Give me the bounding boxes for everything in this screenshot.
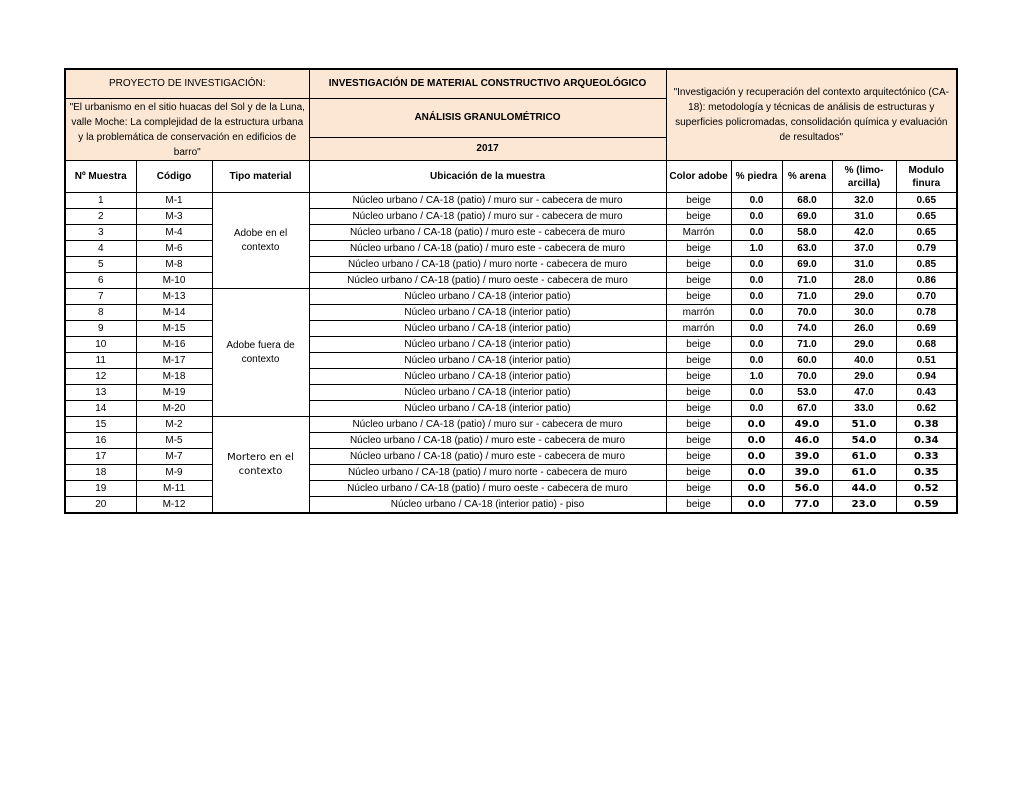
table-row [65, 401, 957, 417]
cell-material-type: Adobe en el contexto [212, 193, 309, 289]
cell-modulo-finura: 0.38 [896, 417, 957, 433]
cell-arena: 68.0 [782, 193, 832, 209]
cell-modulo-finura: 0.59 [896, 497, 957, 514]
cell-piedra: 0.0 [731, 353, 782, 369]
cell-material-type: Adobe fuera de contexto [212, 289, 309, 417]
cell-location: Núcleo urbano / CA-18 (interior patio) [309, 337, 666, 353]
cell-location: Núcleo urbano / CA-18 (patio) / muro este - cabecera de muro [309, 449, 666, 465]
cell-sample-number: 20 [65, 497, 136, 514]
cell-code: M-4 [136, 225, 212, 241]
cell-modulo-finura: 0.51 [896, 353, 957, 369]
table-row [65, 481, 957, 497]
table-row [65, 241, 957, 257]
cell-piedra: 0.0 [731, 257, 782, 273]
cell-arena: 71.0 [782, 273, 832, 289]
cell-color: Marrón [666, 225, 731, 241]
cell-color: beige [666, 401, 731, 417]
cell-color: beige [666, 465, 731, 481]
cell-color: beige [666, 433, 731, 449]
cell-color: beige [666, 193, 731, 209]
col-header-limo: % (limo-arcilla) [832, 161, 896, 193]
cell-limo: 42.0 [832, 225, 896, 241]
col-header-piedra: % piedra [731, 161, 782, 193]
cell-color: marrón [666, 305, 731, 321]
cell-color: beige [666, 289, 731, 305]
cell-arena: 46.0 [782, 433, 832, 449]
table-row [65, 321, 957, 337]
cell-piedra: 0.0 [731, 273, 782, 289]
cell-code: M-9 [136, 465, 212, 481]
col-header-n: Nº Muestra [65, 161, 136, 193]
cell-modulo-finura: 0.65 [896, 193, 957, 209]
cell-color: beige [666, 449, 731, 465]
cell-color: beige [666, 209, 731, 225]
cell-code: M-13 [136, 289, 212, 305]
table-row [65, 209, 957, 225]
cell-color: beige [666, 257, 731, 273]
cell-sample-number: 9 [65, 321, 136, 337]
cell-arena: 49.0 [782, 417, 832, 433]
cell-code: M-18 [136, 369, 212, 385]
col-header-mf: Modulo finura [896, 161, 957, 193]
cell-modulo-finura: 0.35 [896, 465, 957, 481]
cell-piedra: 0.0 [731, 449, 782, 465]
cell-piedra: 0.0 [731, 193, 782, 209]
cell-modulo-finura: 0.62 [896, 401, 957, 417]
table-row [65, 433, 957, 449]
cell-code: M-5 [136, 433, 212, 449]
cell-limo: 30.0 [832, 305, 896, 321]
table-row [65, 465, 957, 481]
cell-limo: 31.0 [832, 209, 896, 225]
cell-code: M-16 [136, 337, 212, 353]
cell-location: Núcleo urbano / CA-18 (interior patio) [309, 401, 666, 417]
cell-location: Núcleo urbano / CA-18 (patio) / muro sur - cabecera de muro [309, 193, 666, 209]
cell-sample-number: 5 [65, 257, 136, 273]
col-header-code: Código [136, 161, 212, 193]
cell-color: beige [666, 481, 731, 497]
cell-limo: 26.0 [832, 321, 896, 337]
cell-color: beige [666, 353, 731, 369]
cell-code: M-8 [136, 257, 212, 273]
cell-location: Núcleo urbano / CA-18 (patio) / muro este - cabecera de muro [309, 225, 666, 241]
cell-sample-number: 16 [65, 433, 136, 449]
cell-location: Núcleo urbano / CA-18 (interior patio) [309, 369, 666, 385]
table-row [65, 225, 957, 241]
cell-limo: 37.0 [832, 241, 896, 257]
cell-code: M-19 [136, 385, 212, 401]
cell-arena: 70.0 [782, 369, 832, 385]
cell-arena: 69.0 [782, 257, 832, 273]
cell-piedra: 0.0 [731, 337, 782, 353]
cell-sample-number: 19 [65, 481, 136, 497]
cell-location: Núcleo urbano / CA-18 (interior patio) [309, 353, 666, 369]
cell-location: Núcleo urbano / CA-18 (patio) / muro sur - cabecera de muro [309, 209, 666, 225]
cell-color: beige [666, 385, 731, 401]
main-title: INVESTIGACIÓN DE MATERIAL CONSTRUCTIVO ARQUEOLÓGICO [309, 69, 666, 99]
cell-limo: 31.0 [832, 257, 896, 273]
cell-piedra: 0.0 [731, 497, 782, 514]
cell-limo: 33.0 [832, 401, 896, 417]
table-row [65, 417, 957, 433]
cell-limo: 29.0 [832, 337, 896, 353]
cell-code: M-10 [136, 273, 212, 289]
table-row [65, 497, 957, 514]
cell-material-type: Mortero en el contexto [212, 417, 309, 514]
cell-location: Núcleo urbano / CA-18 (patio) / muro norte - cabecera de muro [309, 257, 666, 273]
cell-arena: 71.0 [782, 289, 832, 305]
cell-sample-number: 17 [65, 449, 136, 465]
cell-color: beige [666, 369, 731, 385]
cell-limo: 28.0 [832, 273, 896, 289]
table-row [65, 385, 957, 401]
cell-limo: 40.0 [832, 353, 896, 369]
cell-sample-number: 7 [65, 289, 136, 305]
cell-location: Núcleo urbano / CA-18 (patio) / muro oeste - cabecera de muro [309, 481, 666, 497]
project-title: "El urbanismo en el sitio huacas del Sol y de la Luna, valle Moche: La complejidad de la estructura urbana y la problemática de conservación en edificios de barro" [65, 99, 309, 161]
cell-sample-number: 13 [65, 385, 136, 401]
cell-modulo-finura: 0.94 [896, 369, 957, 385]
cell-arena: 74.0 [782, 321, 832, 337]
cell-limo: 44.0 [832, 481, 896, 497]
cell-location: Núcleo urbano / CA-18 (patio) / muro norte - cabecera de muro [309, 465, 666, 481]
table-row [65, 305, 957, 321]
cell-color: beige [666, 273, 731, 289]
cell-sample-number: 4 [65, 241, 136, 257]
cell-limo: 23.0 [832, 497, 896, 514]
cell-piedra: 0.0 [731, 417, 782, 433]
cell-arena: 56.0 [782, 481, 832, 497]
cell-piedra: 0.0 [731, 401, 782, 417]
cell-limo: 32.0 [832, 193, 896, 209]
cell-sample-number: 14 [65, 401, 136, 417]
cell-sample-number: 8 [65, 305, 136, 321]
cell-color: beige [666, 337, 731, 353]
cell-sample-number: 12 [65, 369, 136, 385]
cell-code: M-1 [136, 193, 212, 209]
cell-piedra: 0.0 [731, 385, 782, 401]
cell-sample-number: 18 [65, 465, 136, 481]
cell-color: marrón [666, 321, 731, 337]
cell-arena: 58.0 [782, 225, 832, 241]
col-header-location: Ubicación de la muestra [309, 161, 666, 193]
cell-location: Núcleo urbano / CA-18 (patio) / muro este - cabecera de muro [309, 241, 666, 257]
cell-arena: 53.0 [782, 385, 832, 401]
cell-piedra: 1.0 [731, 241, 782, 257]
cell-code: M-15 [136, 321, 212, 337]
cell-modulo-finura: 0.70 [896, 289, 957, 305]
cell-code: M-20 [136, 401, 212, 417]
cell-piedra: 0.0 [731, 225, 782, 241]
cell-modulo-finura: 0.68 [896, 337, 957, 353]
cell-code: M-14 [136, 305, 212, 321]
col-header-color: Color adobe [666, 161, 731, 193]
cell-piedra: 0.0 [731, 481, 782, 497]
cell-piedra: 0.0 [731, 465, 782, 481]
table-row [65, 337, 957, 353]
table-row [65, 273, 957, 289]
project-label: PROYECTO DE INVESTIGACIÓN: [65, 69, 309, 99]
cell-location: Núcleo urbano / CA-18 (interior patio) - piso [309, 497, 666, 514]
cell-code: M-7 [136, 449, 212, 465]
col-header-arena: % arena [782, 161, 832, 193]
cell-location: Núcleo urbano / CA-18 (interior patio) [309, 321, 666, 337]
column-header-row [65, 161, 957, 193]
cell-piedra: 0.0 [731, 321, 782, 337]
cell-code: M-11 [136, 481, 212, 497]
col-header-type: Tipo material [212, 161, 309, 193]
cell-sample-number: 2 [65, 209, 136, 225]
cell-arena: 67.0 [782, 401, 832, 417]
cell-limo: 47.0 [832, 385, 896, 401]
year: 2017 [309, 138, 666, 161]
cell-code: M-12 [136, 497, 212, 514]
cell-piedra: 0.0 [731, 209, 782, 225]
table-row [65, 193, 957, 209]
cell-code: M-17 [136, 353, 212, 369]
cell-sample-number: 3 [65, 225, 136, 241]
cell-modulo-finura: 0.79 [896, 241, 957, 257]
cell-sample-number: 6 [65, 273, 136, 289]
cell-color: beige [666, 417, 731, 433]
cell-color: beige [666, 241, 731, 257]
cell-location: Núcleo urbano / CA-18 (interior patio) [309, 289, 666, 305]
cell-limo: 54.0 [832, 433, 896, 449]
cell-arena: 71.0 [782, 337, 832, 353]
cell-modulo-finura: 0.43 [896, 385, 957, 401]
cell-piedra: 0.0 [731, 433, 782, 449]
cell-location: Núcleo urbano / CA-18 (patio) / muro este - cabecera de muro [309, 433, 666, 449]
project-description: "Investigación y recuperación del contexto arquitectónico (CA-18): metodología y técnicas de análisis de estructuras y superficies policromadas, consolidación química y evaluación de resultados" [666, 69, 957, 161]
cell-code: M-6 [136, 241, 212, 257]
cell-modulo-finura: 0.34 [896, 433, 957, 449]
cell-code: M-3 [136, 209, 212, 225]
cell-modulo-finura: 0.69 [896, 321, 957, 337]
cell-sample-number: 10 [65, 337, 136, 353]
cell-arena: 63.0 [782, 241, 832, 257]
cell-location: Núcleo urbano / CA-18 (patio) / muro sur - cabecera de muro [309, 417, 666, 433]
cell-location: Núcleo urbano / CA-18 (interior patio) [309, 305, 666, 321]
cell-arena: 69.0 [782, 209, 832, 225]
cell-location: Núcleo urbano / CA-18 (interior patio) [309, 385, 666, 401]
cell-piedra: 1.0 [731, 369, 782, 385]
cell-piedra: 0.0 [731, 305, 782, 321]
cell-piedra: 0.0 [731, 289, 782, 305]
cell-modulo-finura: 0.78 [896, 305, 957, 321]
cell-color: beige [666, 497, 731, 514]
cell-limo: 29.0 [832, 369, 896, 385]
cell-modulo-finura: 0.52 [896, 481, 957, 497]
cell-arena: 60.0 [782, 353, 832, 369]
table-row [65, 353, 957, 369]
cell-location: Núcleo urbano / CA-18 (patio) / muro oeste - cabecera de muro [309, 273, 666, 289]
cell-sample-number: 15 [65, 417, 136, 433]
cell-limo: 61.0 [832, 465, 896, 481]
table-row [65, 257, 957, 273]
cell-modulo-finura: 0.86 [896, 273, 957, 289]
cell-limo: 51.0 [832, 417, 896, 433]
cell-limo: 61.0 [832, 449, 896, 465]
table-row [65, 449, 957, 465]
cell-arena: 70.0 [782, 305, 832, 321]
cell-arena: 39.0 [782, 465, 832, 481]
cell-sample-number: 11 [65, 353, 136, 369]
granulometry-table [64, 68, 958, 514]
cell-sample-number: 1 [65, 193, 136, 209]
cell-modulo-finura: 0.65 [896, 225, 957, 241]
cell-modulo-finura: 0.65 [896, 209, 957, 225]
cell-limo: 29.0 [832, 289, 896, 305]
cell-modulo-finura: 0.33 [896, 449, 957, 465]
table-row [65, 289, 957, 305]
table-row [65, 369, 957, 385]
subtitle: ANÁLISIS GRANULOMÉTRICO [309, 99, 666, 138]
cell-arena: 39.0 [782, 449, 832, 465]
cell-code: M-2 [136, 417, 212, 433]
cell-arena: 77.0 [782, 497, 832, 514]
cell-modulo-finura: 0.85 [896, 257, 957, 273]
